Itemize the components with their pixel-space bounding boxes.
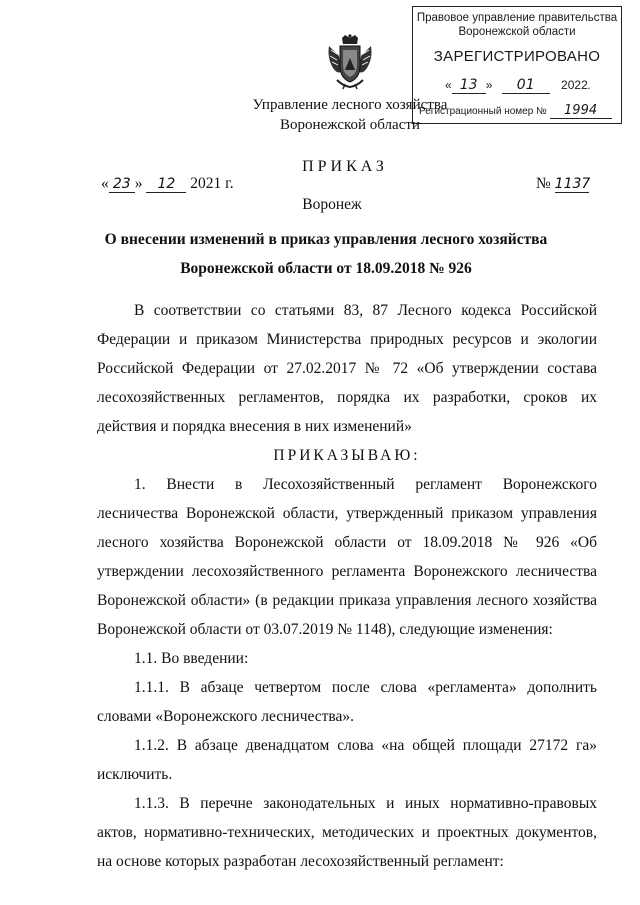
heading-line2: Воронежской области от 18.09.2018 № 926	[180, 260, 472, 277]
org-line2: Воронежской области	[280, 117, 420, 133]
order-date-year: 2021 г.	[190, 175, 234, 192]
order-date-day: 23	[109, 176, 135, 193]
organization-name	[230, 95, 470, 135]
stamp-reg-number: 1994	[550, 103, 612, 119]
document-heading	[76, 225, 576, 283]
org-line1: Управление лесного хозяйства	[252, 97, 448, 113]
stamp-date: « 13 » 01 2022.	[445, 77, 591, 93]
item-1-1-2-paragraph: 1.1.2. В абзаце двенадцатом слова «на общей площади 27172 га» исключить.	[97, 737, 597, 783]
order-title: ПРИКАЗ	[302, 158, 388, 175]
stamp-line1: Правовое управление правительства	[416, 12, 618, 24]
order-number	[536, 175, 589, 193]
item-1-paragraph: 1. Внести в Лесохозяйственный регламент Воронежского лесничества Воронежской области, утвержденный приказом управления лесного хозяйства Воронежской области от 18.09.2018 № 926 «Об утверждении лесохозяйственного регламента Воронежского лесничества Воронежской области» (в редакции приказа управления лесного хозяйства Воронежской области от 03.07.2019 № 1148), следующие изменения:	[97, 476, 597, 638]
heading-line1: О внесении изменений в приказ управления лесного хозяйства	[104, 231, 548, 248]
order-date-month: 12	[146, 176, 186, 193]
stamp-day: 13	[452, 77, 486, 94]
order-number-value: 1137	[554, 176, 591, 192]
stamp-reg-label: Регистрационный номер №	[419, 106, 547, 117]
order-date: « 23 » 12 2021 г.	[101, 175, 234, 192]
item-1-1-3-paragraph: 1.1.3. В перечне законодательных и иных нормативно-правовых актов, нормативно-технических, методических и проектных документов, на основе которых разработан лесохозяйственный регламент:	[97, 795, 597, 870]
order-city: Воронеж	[302, 196, 362, 213]
stamp-status: ЗАРЕГИСТРИРОВАНО	[433, 48, 601, 65]
stamp-line2: Воронежской области	[458, 26, 576, 38]
item-1-1-1-paragraph: 1.1.1. В абзаце четвертом после слова «регламента» дополнить словами «Воронежского лесничества».	[97, 679, 597, 725]
coat-of-arms-icon	[325, 34, 375, 90]
document-body	[97, 296, 597, 876]
item-1-1-paragraph: 1.1. Во введении:	[134, 650, 249, 667]
order-number-label: №	[536, 175, 551, 192]
order-word: ПРИКАЗЫВАЮ:	[273, 447, 421, 464]
stamp-header	[413, 11, 621, 39]
preamble-paragraph: В соответствии со статьями 83, 87 Лесного кодекса Российской Федерации и приказом Министерства природных ресурсов и экологии Российской Федерации от 27.02.2017 № 72 «Об утверждении состава лесохозяйственных регламентов, порядка их разработки, сроков их действия и порядка внесения в них изменений»	[97, 302, 597, 435]
stamp-year: 2022	[561, 78, 588, 92]
stamp-month: 01	[502, 77, 550, 94]
